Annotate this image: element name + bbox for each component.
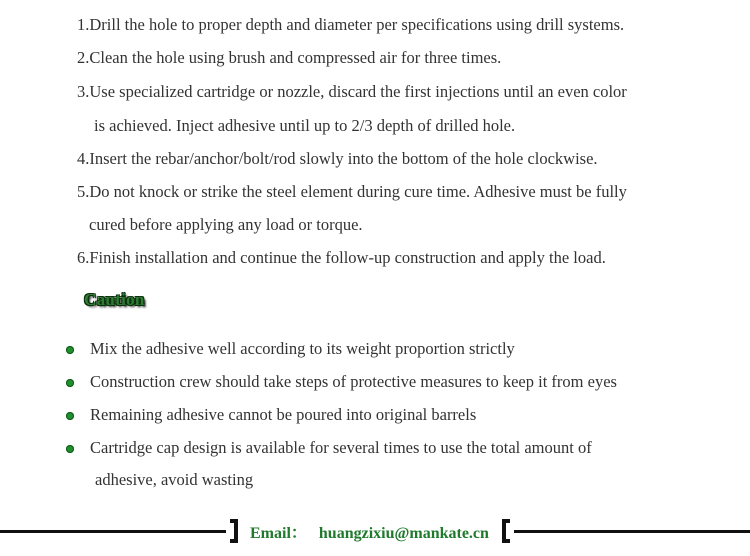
step-2: 2.Clean the hole using brush and compressed air for three times. xyxy=(77,48,502,67)
step-1: 1.Drill the hole to proper depth and diameter per specifications using drill systems. xyxy=(77,15,625,34)
caution-item-4: Cartridge cap design is available for several times to use the total amount of xyxy=(90,438,592,457)
step-6: 6.Finish installation and continue the follow-up construction and apply the load. xyxy=(77,248,606,267)
bullet-icon xyxy=(66,346,74,354)
caution-heading: Caution xyxy=(84,290,145,309)
caution-item-3: Remaining adhesive cannot be poured into original barrels xyxy=(90,405,477,424)
caution-item-1: Mix the adhesive well according to its weight proportion strictly xyxy=(90,339,515,358)
bullet-icon xyxy=(66,445,74,453)
caution-item-2: Construction crew should take steps of protective measures to keep it from eyes xyxy=(90,372,617,391)
footer-divider-left xyxy=(0,530,226,533)
step-5-continued: cured before applying any load or torque. xyxy=(89,215,363,234)
email-label: Email： xyxy=(250,525,307,542)
step-3: 3.Use specialized cartridge or nozzle, discard the first injections until an even color xyxy=(77,82,627,101)
bracket-left-icon xyxy=(230,519,238,543)
email-link[interactable]: huangzixiu@mankate.cn xyxy=(318,525,489,542)
footer-divider-right xyxy=(514,530,750,533)
step-3-continued: is achieved. Inject adhesive until up to 2/3 depth of drilled hole. xyxy=(94,116,516,135)
footer-email xyxy=(250,520,489,543)
bullet-icon xyxy=(66,412,74,420)
step-5: 5.Do not knock or strike the steel element during cure time. Adhesive must be fully xyxy=(77,182,627,201)
bullet-icon xyxy=(66,379,74,387)
caution-item-4-continued: adhesive, avoid wasting xyxy=(95,470,254,489)
bracket-right-icon xyxy=(502,519,510,543)
step-4: 4.Insert the rebar/anchor/bolt/rod slowly into the bottom of the hole clockwise. xyxy=(77,149,598,168)
